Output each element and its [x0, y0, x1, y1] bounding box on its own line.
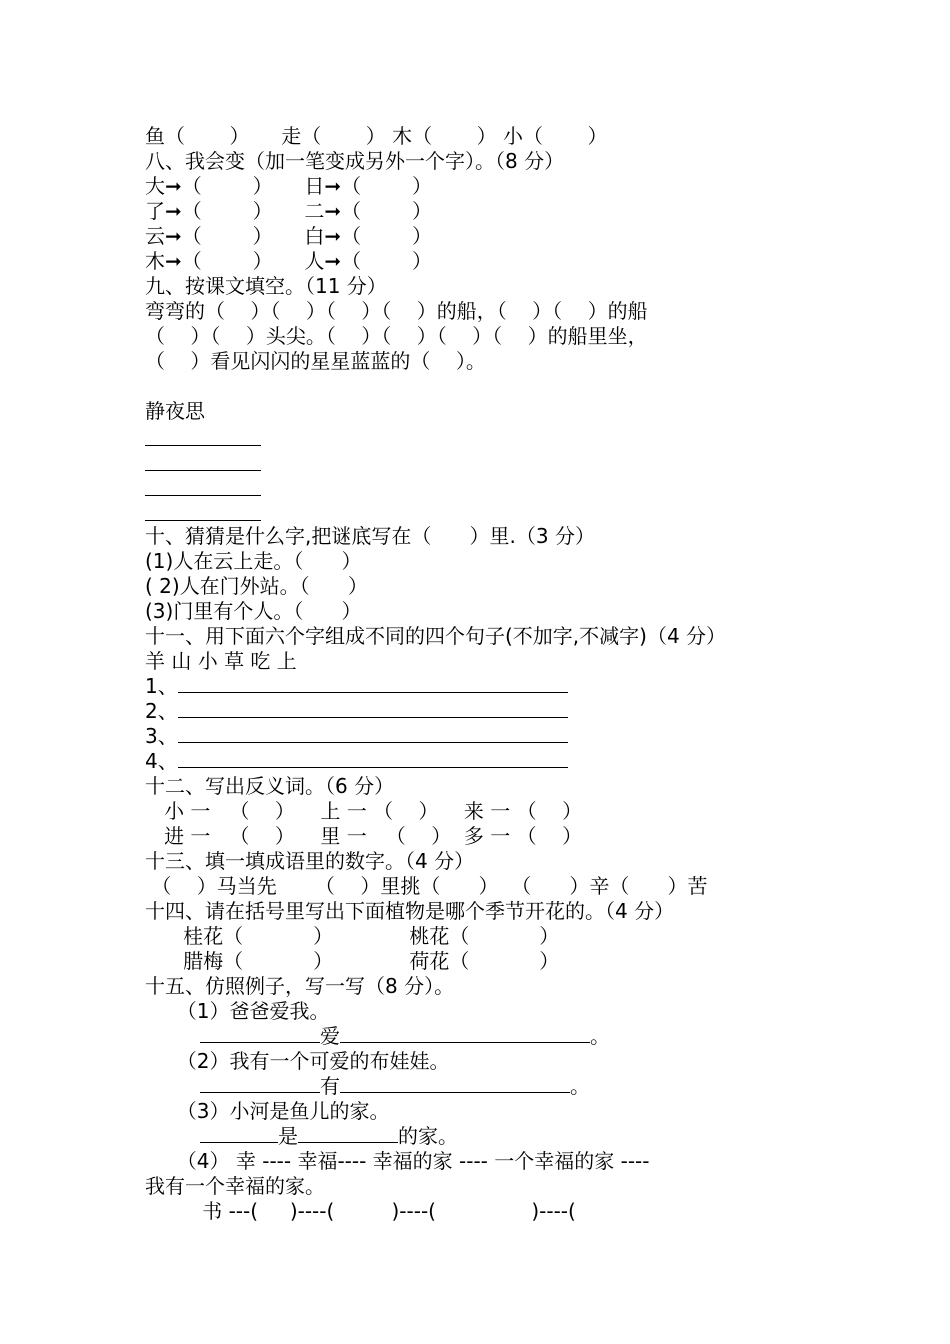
section-13-title: 十三、填一填成语里的数字。（4 分）	[145, 849, 475, 873]
poem-answer-line[interactable]	[145, 495, 261, 496]
section-13-row-1: （ ）马当先 （ ）里挑（ ） （ ）辛（ ）苦	[145, 874, 708, 898]
sentence-line-3	[145, 724, 568, 748]
sentence-number: 4、	[145, 749, 178, 773]
fill-word: 是	[278, 1124, 298, 1148]
section-10-question-2: ( 2)人在门外站。（ ）	[145, 574, 368, 598]
section-9-line-2: （ ）（ ）头尖。（ ）（ ）（ ）（ ）的船里坐，	[145, 324, 648, 348]
section-15-example-2: （2）我有一个可爱的布娃娃。	[145, 1049, 450, 1073]
section-8-title: 八、我会变（加一笔变成另外一个字）。（8 分）	[145, 149, 565, 173]
sentence-answer-line[interactable]	[178, 701, 568, 718]
fill-end: 。	[570, 1074, 590, 1098]
section-11-characters: 羊 山 小 草 吃 上	[145, 649, 297, 673]
section-8-row-1: 大➞（ ） 日➞（ ）	[145, 174, 433, 198]
section-15-fill-2	[200, 1074, 590, 1098]
poem-title: 静夜思	[145, 399, 205, 423]
fill-blank[interactable]	[200, 1126, 278, 1143]
section-14-title: 十四、请在括号里写出下面植物是哪个季节开花的。（4 分）	[145, 899, 675, 923]
section-8-row-2: 了➞（ ） 二➞（ ）	[145, 199, 433, 223]
sentence-answer-line[interactable]	[178, 676, 568, 693]
section-15-example-4-end: 我有一个幸福的家。	[145, 1174, 325, 1198]
char-blanks-line: 鱼（ ） 走（ ） 木（ ） 小（ ）	[145, 124, 608, 148]
fill-end: 。	[590, 1024, 610, 1048]
section-15-example-4: （4） 幸 ---- 幸福---- 幸福的家 ---- 一个幸福的家 ----	[145, 1149, 650, 1173]
section-15-example-1: （1）爸爸爱我。	[145, 999, 330, 1023]
section-15-fill-1	[200, 1024, 610, 1048]
sentence-answer-line[interactable]	[178, 751, 568, 768]
section-15-fill-3	[200, 1124, 458, 1148]
poem-answer-line[interactable]	[145, 445, 261, 446]
section-10-question-1: (1)人在云上走。（ ）	[145, 549, 362, 573]
poem-answer-line[interactable]	[145, 520, 261, 521]
fill-blank[interactable]	[340, 1076, 570, 1093]
sentence-number: 3、	[145, 724, 178, 748]
section-12-title: 十二、写出反义词。（6 分）	[145, 774, 395, 798]
sentence-line-4	[145, 749, 568, 773]
section-14-row-2: 腊梅（ ） 荷花（ ）	[145, 949, 560, 973]
fill-word: 有	[320, 1074, 340, 1098]
section-9-line-3: （ ）看见闪闪的星星蓝蓝的（ ）。	[145, 349, 486, 373]
section-8-row-4: 木➞（ ） 人➞（ ）	[145, 249, 433, 273]
section-15-exercise-4: 书 ---( )----( )----( )----(	[145, 1199, 576, 1223]
sentence-number: 2、	[145, 699, 178, 723]
sentence-line-2	[145, 699, 568, 723]
fill-end: 的家。	[398, 1124, 458, 1148]
fill-blank[interactable]	[340, 1026, 590, 1043]
fill-word: 爱	[320, 1024, 340, 1048]
section-8-row-3: 云➞（ ） 白➞（ ）	[145, 224, 433, 248]
sentence-answer-line[interactable]	[178, 726, 568, 743]
poem-answer-line[interactable]	[145, 470, 261, 471]
section-9-title: 九、按课文填空。（11 分）	[145, 274, 387, 298]
section-15-example-3: （3）小河是鱼儿的家。	[145, 1099, 390, 1123]
section-11-title: 十一、用下面六个字组成不同的四个句子(不加字,不减字)（4 分）	[145, 624, 727, 648]
section-14-row-1: 桂花（ ） 桃花（ ）	[145, 924, 560, 948]
fill-blank[interactable]	[298, 1126, 398, 1143]
sentence-number: 1、	[145, 674, 178, 698]
sentence-line-1	[145, 674, 568, 698]
section-12-row-2: 进 一 （ ） 里 一 （ ） 多 一 （ ）	[145, 824, 583, 848]
fill-blank[interactable]	[200, 1026, 320, 1043]
section-12-row-1: 小 一 （ ） 上 一 （ ） 来 一 （ ）	[145, 799, 583, 823]
section-9-line-1: 弯弯的（ ）（ ）（ ）（ ）的船，（ ）（ ）的船	[145, 299, 648, 323]
section-10-question-3: (3)门里有个人。（ ）	[145, 599, 362, 623]
section-10-title: 十、猜猜是什么字,把谜底写在（ ）里.（3 分）	[145, 524, 595, 548]
fill-blank[interactable]	[200, 1076, 320, 1093]
section-15-title: 十五、仿照例子，写一写（8 分）。	[145, 974, 455, 998]
